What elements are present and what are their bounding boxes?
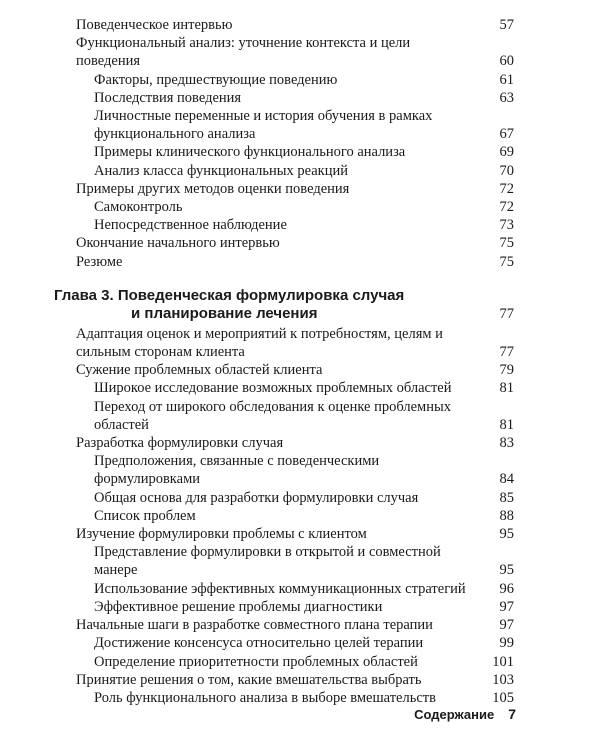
toc-entry (76, 653, 514, 671)
toc-entry (76, 580, 514, 598)
toc-entry-title: Личностные переменные и история обучения в рамках функционального анализа (94, 108, 433, 143)
toc-entry-page: 75 (499, 253, 514, 270)
toc-entry-title: Предположения, связанные с поведенческими формулировками (94, 453, 380, 488)
toc-entry (76, 107, 514, 143)
page-number: 7 (508, 706, 516, 722)
toc-entry-page: 72 (499, 180, 514, 197)
toc-entry-title: Разработка формулировки случая (76, 435, 284, 452)
toc-entry (76, 325, 514, 361)
toc-entry-title: Примеры других методов оценки поведения (76, 180, 350, 197)
toc-entry (76, 689, 514, 707)
toc-entry (76, 361, 514, 379)
toc-entry-title: Сужение проблемных областей клиента (76, 362, 323, 379)
toc-entry-title: Начальные шаги в разработке совместного плана терапии (76, 617, 433, 634)
toc-entry-title: Последствия поведения (94, 89, 242, 106)
toc-entry-page: 57 (499, 17, 514, 33)
toc-entry-page: 77 (499, 344, 514, 361)
toc-entry-title: Функциональный анализ: уточнение контекста и цели поведения (76, 35, 411, 70)
toc-entry-page: 63 (499, 89, 514, 106)
chapter-title-line2: и планирование лечения (131, 304, 318, 322)
chapter-page: 77 (499, 305, 514, 322)
toc-entry (76, 489, 514, 507)
toc-entry (76, 507, 514, 525)
toc-entry-page: 61 (499, 71, 514, 88)
toc-entry (76, 598, 514, 616)
toc-entry-page: 83 (499, 435, 514, 452)
toc-entry-title: Список проблем (94, 507, 196, 524)
toc-entry-page: 85 (499, 489, 514, 506)
chapter-heading (54, 287, 514, 323)
toc-entry-page: 97 (499, 598, 514, 615)
toc-entry (76, 71, 514, 89)
toc-entry (76, 634, 514, 652)
footer-label: Содержание (414, 707, 495, 722)
chapter-title-line1: Глава 3. Поведенческая формулировка случая (54, 286, 405, 304)
toc-entry-title: Широкое исследование возможных проблемных областей (94, 380, 452, 397)
toc-entry (76, 34, 514, 70)
toc-entry (76, 543, 514, 579)
toc-entry-title: Примеры клинического функционального анализа (94, 144, 406, 161)
running-footer (414, 706, 516, 722)
toc-entry (76, 398, 514, 434)
toc-entry-page: 69 (499, 144, 514, 161)
toc-entry-title: Поведенческое интервью (76, 17, 233, 33)
toc-entry-page: 96 (499, 580, 514, 597)
toc-entry-page: 97 (499, 617, 514, 634)
toc-entry-page: 67 (499, 126, 514, 143)
toc-entry (76, 616, 514, 634)
toc-section-after (76, 325, 514, 707)
toc-entry-title: Изучение формулировки проблемы с клиентом (76, 526, 367, 543)
toc-entry (76, 434, 514, 452)
toc-entry (76, 525, 514, 543)
toc-entry-page: 75 (499, 235, 514, 252)
toc-entry-title: Принятие решения о том, какие вмешательства выбрать (76, 671, 422, 688)
toc-entry-page: 101 (492, 653, 514, 670)
toc-entry-title: Достижение консенсуса относительно целей терапии (94, 635, 424, 652)
toc-entry-page: 79 (499, 362, 514, 379)
toc-entry-page: 84 (499, 471, 514, 488)
toc-entry-page: 105 (492, 689, 514, 706)
toc-entry-title: Факторы, предшествующие поведению (94, 71, 338, 88)
toc-entry-title: Эффективное решение проблемы диагностики (94, 598, 383, 615)
toc-entry-page: 88 (499, 507, 514, 524)
toc-entry (76, 234, 514, 252)
toc-entry-page: 73 (499, 217, 514, 234)
toc-entry-page: 103 (492, 671, 514, 688)
toc-entry-page: 72 (499, 199, 514, 216)
toc-entry (76, 143, 514, 161)
toc-entry-title: Определение приоритетности проблемных областей (94, 653, 418, 670)
toc-entry-page: 70 (499, 162, 514, 179)
toc-entry-title: Непосредственное наблюдение (94, 217, 287, 234)
toc-entry (76, 452, 514, 488)
toc-entry-page: 81 (499, 416, 514, 433)
toc-entry (76, 89, 514, 107)
toc-entry (76, 253, 514, 271)
toc-entry (76, 379, 514, 397)
toc-entry (76, 162, 514, 180)
toc-entry-title: Адаптация оценок и мероприятий к потребностям, целям и сильным сторонам клиента (76, 325, 443, 361)
toc-entry (76, 216, 514, 234)
toc-entry-title: Самоконтроль (94, 199, 183, 216)
toc-entry-page: 95 (499, 526, 514, 543)
toc-entry-title: Резюме (76, 253, 123, 270)
toc-entry (76, 671, 514, 689)
toc-entry-title: Переход от широкого обследования к оценке проблемных областей (94, 398, 451, 433)
toc-entry-page: 60 (499, 53, 514, 70)
toc-entry-page: 99 (499, 635, 514, 652)
toc-entry-title: Общая основа для разработки формулировки случая (94, 489, 419, 506)
toc-entry-title: Окончание начального интервью (76, 235, 280, 252)
table-of-contents (54, 16, 514, 707)
toc-entry-title: Представление формулировки в открытой и совместной манере (94, 544, 441, 579)
toc-entry (76, 16, 514, 34)
toc-entry-title: Роль функционального анализа в выборе вмешательств (94, 689, 436, 706)
toc-entry (76, 180, 514, 198)
toc-entry-title: Использование эффективных коммуникационных стратегий (94, 580, 466, 597)
toc-entry-page: 81 (499, 380, 514, 397)
toc-entry-page: 95 (499, 562, 514, 579)
toc-entry-title: Анализ класса функциональных реакций (94, 162, 348, 179)
toc-entry (76, 198, 514, 216)
toc-section-before (76, 16, 514, 271)
